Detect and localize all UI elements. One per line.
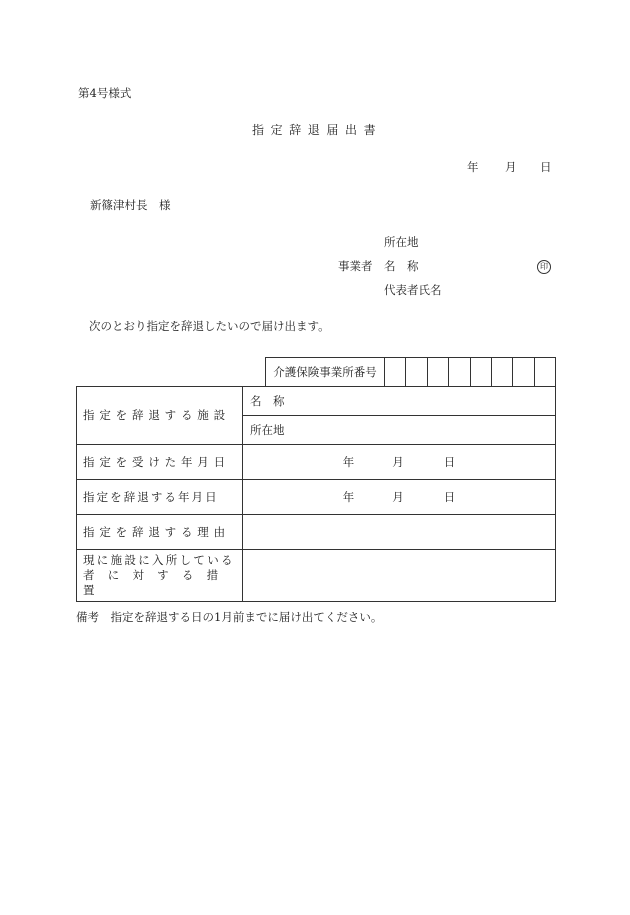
reason-label: 指定を辞退する理由	[83, 524, 230, 539]
withdraw-date-day: 日	[443, 489, 456, 504]
facility-label-cell	[77, 387, 243, 445]
form-number: 第4号様式	[78, 86, 132, 100]
office-number-digit[interactable]	[427, 358, 448, 387]
office-number-digit[interactable]	[470, 358, 491, 387]
date-header-year: 年	[467, 160, 479, 174]
office-number-digit[interactable]	[385, 358, 406, 387]
date-header-day: 日	[540, 160, 552, 174]
seal-icon: 印	[537, 260, 551, 274]
facility-name-label: 名 称	[250, 393, 285, 408]
facility-name-cell[interactable]	[243, 387, 556, 416]
office-number-digit[interactable]	[491, 358, 512, 387]
residents-label-line2: 者に対する措置	[83, 568, 232, 597]
intro-text: 次のとおり指定を辞退したいので届け出ます。	[89, 319, 330, 333]
facility-address-label: 所在地	[250, 422, 285, 437]
name-label: 名 称	[384, 259, 419, 273]
office-number-table	[265, 357, 556, 387]
facility-address-cell[interactable]	[243, 416, 556, 445]
seal-mark	[537, 260, 551, 274]
reason-cell[interactable]	[243, 515, 556, 550]
office-number-digit[interactable]	[449, 358, 470, 387]
representative-label: 代表者氏名	[384, 283, 442, 297]
received-date-label: 指定を受けた年月日	[83, 454, 230, 469]
reason-label-cell	[77, 515, 243, 550]
received-date-label-cell	[77, 445, 243, 480]
received-date-year: 年	[342, 454, 355, 469]
withdraw-date-label: 指定を辞退する年月日	[83, 489, 219, 504]
withdraw-date-year: 年	[342, 489, 355, 504]
note: 備考 指定を辞退する日の1月前までに届け出てください。	[76, 610, 383, 624]
withdraw-date-label-cell	[77, 480, 243, 515]
date-header-month: 月	[505, 160, 517, 174]
withdraw-date-month: 月	[392, 489, 404, 504]
page-title: 指定辞退届出書	[252, 123, 383, 137]
residents-cell[interactable]	[243, 550, 556, 602]
office-number-digit[interactable]	[406, 358, 427, 387]
received-date-cell[interactable]	[243, 445, 556, 480]
facility-label: 指定を辞退する施設	[83, 408, 230, 423]
address-label: 所在地	[384, 235, 419, 249]
main-form-table	[76, 386, 556, 602]
office-number-digit[interactable]	[513, 358, 534, 387]
business-label: 事業者	[338, 259, 373, 273]
residents-label-line1: 現に施設に入所している	[83, 553, 235, 568]
received-date-day: 日	[443, 454, 456, 469]
recipient: 新篠津村長 様	[90, 198, 171, 212]
office-number-digit[interactable]	[534, 358, 555, 387]
office-number-label: 介護保険事業所番号	[266, 358, 385, 387]
withdraw-date-cell[interactable]	[243, 480, 556, 515]
residents-label-cell	[77, 550, 243, 602]
received-date-month: 月	[392, 454, 404, 469]
